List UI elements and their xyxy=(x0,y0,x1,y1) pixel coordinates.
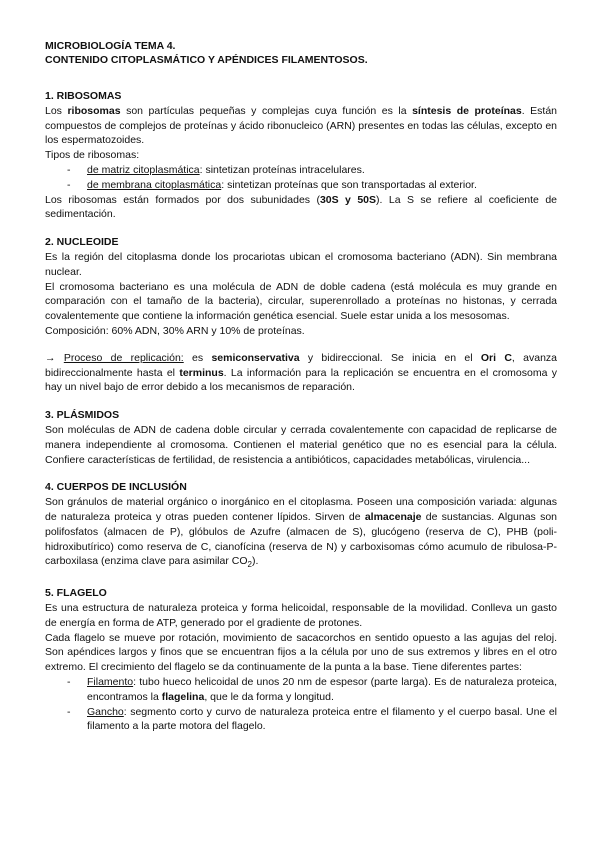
nucleoide-paragraph-1: Es la región del citoplasma donde los procariotas ubican el cromosoma bacteriano (ADN). Sin membrana nuclear. xyxy=(45,250,557,278)
title-line-2: CONTENIDO CITOPLASMÁTICO Y APÉNDICES FILAMENTOSOS. xyxy=(45,53,368,66)
list-item: - de matriz citoplasmática: sintetizan proteínas intracelulares. xyxy=(45,163,557,178)
flagelo-paragraph-1: Es una estructura de naturaleza proteica y forma helicoidal, responsable de la movilidad. Conlleva un gasto de energía en forma de ATP, generado por el gradiente de protones. xyxy=(45,602,557,629)
list-item: - Gancho: segmento corto y curvo de naturaleza proteica entre el filamento y el cuerpo basal. Une el filamento a la parte motora del flagelo. xyxy=(45,705,557,735)
section-heading-flagelo: 5. FLAGELO xyxy=(45,587,107,600)
flagelo-parts-list xyxy=(45,675,557,734)
nucleoide-paragraph-2: El cromosoma bacteriano es una molécula de ADN de doble cadena (está molécula es muy grande en comparación con el tamaño de la bacteria), circular, superenrollado a proteínas no histonas, y cerrada covalentemente que contiene la información genética esencial. Suele estar unida a los mesosomas. xyxy=(45,280,557,323)
plasmidos-paragraph: Son moléculas de ADN de cadena doble circular y cerrada covalentemente con capacidad de replicarse de manera independiente al cromosoma. Contienen el material genético que no es esencial para la célula. Confiere características de fertilidad, de resistencia a antibióticos, capacidades metabólicas, virulencia... xyxy=(45,423,557,466)
list-item: - de membrana citoplasmática: sintetizan proteínas que son transportadas al exterior. xyxy=(45,178,557,193)
document-title xyxy=(45,40,557,67)
flagelo-paragraph-2: Cada flagelo se mueve por rotación, movimiento de sacacorchos en sentido opuesto a las agujas del reloj. Son apéndices largos y finos que se encuentran fijos a la célula por uno de sus extremos y libres en el otro extremo. El crecimiento del flagelo se da continuamente de la punta a la base. Tiene diferentes partes: xyxy=(45,631,557,674)
inclusion-paragraph: Son gránulos de material orgánico o inorgánico en el citoplasma. Poseen una composición variada: algunas de naturaleza proteica y otras pueden contener lípidos. Sirven de almacenaje de sustancias. Algunas son polifosfatos (almacen de P), glóbulos de Azufre (almacen de S), glucógeno (reserva de C), PHB (poli-hidroxibutírico) como reserva de C, cianofícina (reserva de N) y carboxisomas cómo acumulo de ribulosa-P-carboxilasa (enzima clave para asimilar $CO_2$). xyxy=(45,496,557,570)
ribosomas-paragraph-1: Los ribosomas son partículas pequeñas y complejas cuya función es la síntesis de proteínas. Están compuestos de complejos de proteínas y ácido ribonucleico (ARN) presentes en todas las células, excepto en los espermatozoides. xyxy=(45,104,557,147)
list-item: - Filamento: tubo hueco helicoidal de unos 20 nm de espesor (parte larga). Es de naturaleza proteica, encontramos la flagelina, que le da forma y longitud. xyxy=(45,675,557,705)
title-line-1: MICROBIOLOGÍA TEMA 4. xyxy=(45,40,176,52)
ribosomas-paragraph-2: Los ribosomas están formados por dos subunidades (30S y 50S). La S se refiere al coeficiente de sedimentación. xyxy=(45,193,557,221)
ribosome-types-list xyxy=(45,163,557,193)
document-page xyxy=(45,40,557,734)
nucleoide-composition: Composición: 60% ADN, 30% ARN y 10% de proteínas. xyxy=(45,324,305,337)
section-heading-cuerpos-inclusion: 4. CUERPOS DE INCLUSIÓN xyxy=(45,481,187,494)
ribosomas-types-intro: Tipos de ribosomas: xyxy=(45,149,140,162)
replication-paragraph: → Proceso de replicación: es semiconservativa y bidireccional. Se inicia en el Ori C, avanza bidireccionalmente hasta el terminus. La información para la replicación se encuentra en el cromosoma y hay un nivel bajo de error debido a los mecanismos de reparación. xyxy=(45,351,557,394)
section-heading-ribosomas: 1. RIBOSOMAS xyxy=(45,90,122,102)
section-heading-plasmidos: 3. PLÁSMIDOS xyxy=(45,409,120,422)
section-heading-nucleoide: 2. NUCLEOIDE xyxy=(45,236,119,249)
